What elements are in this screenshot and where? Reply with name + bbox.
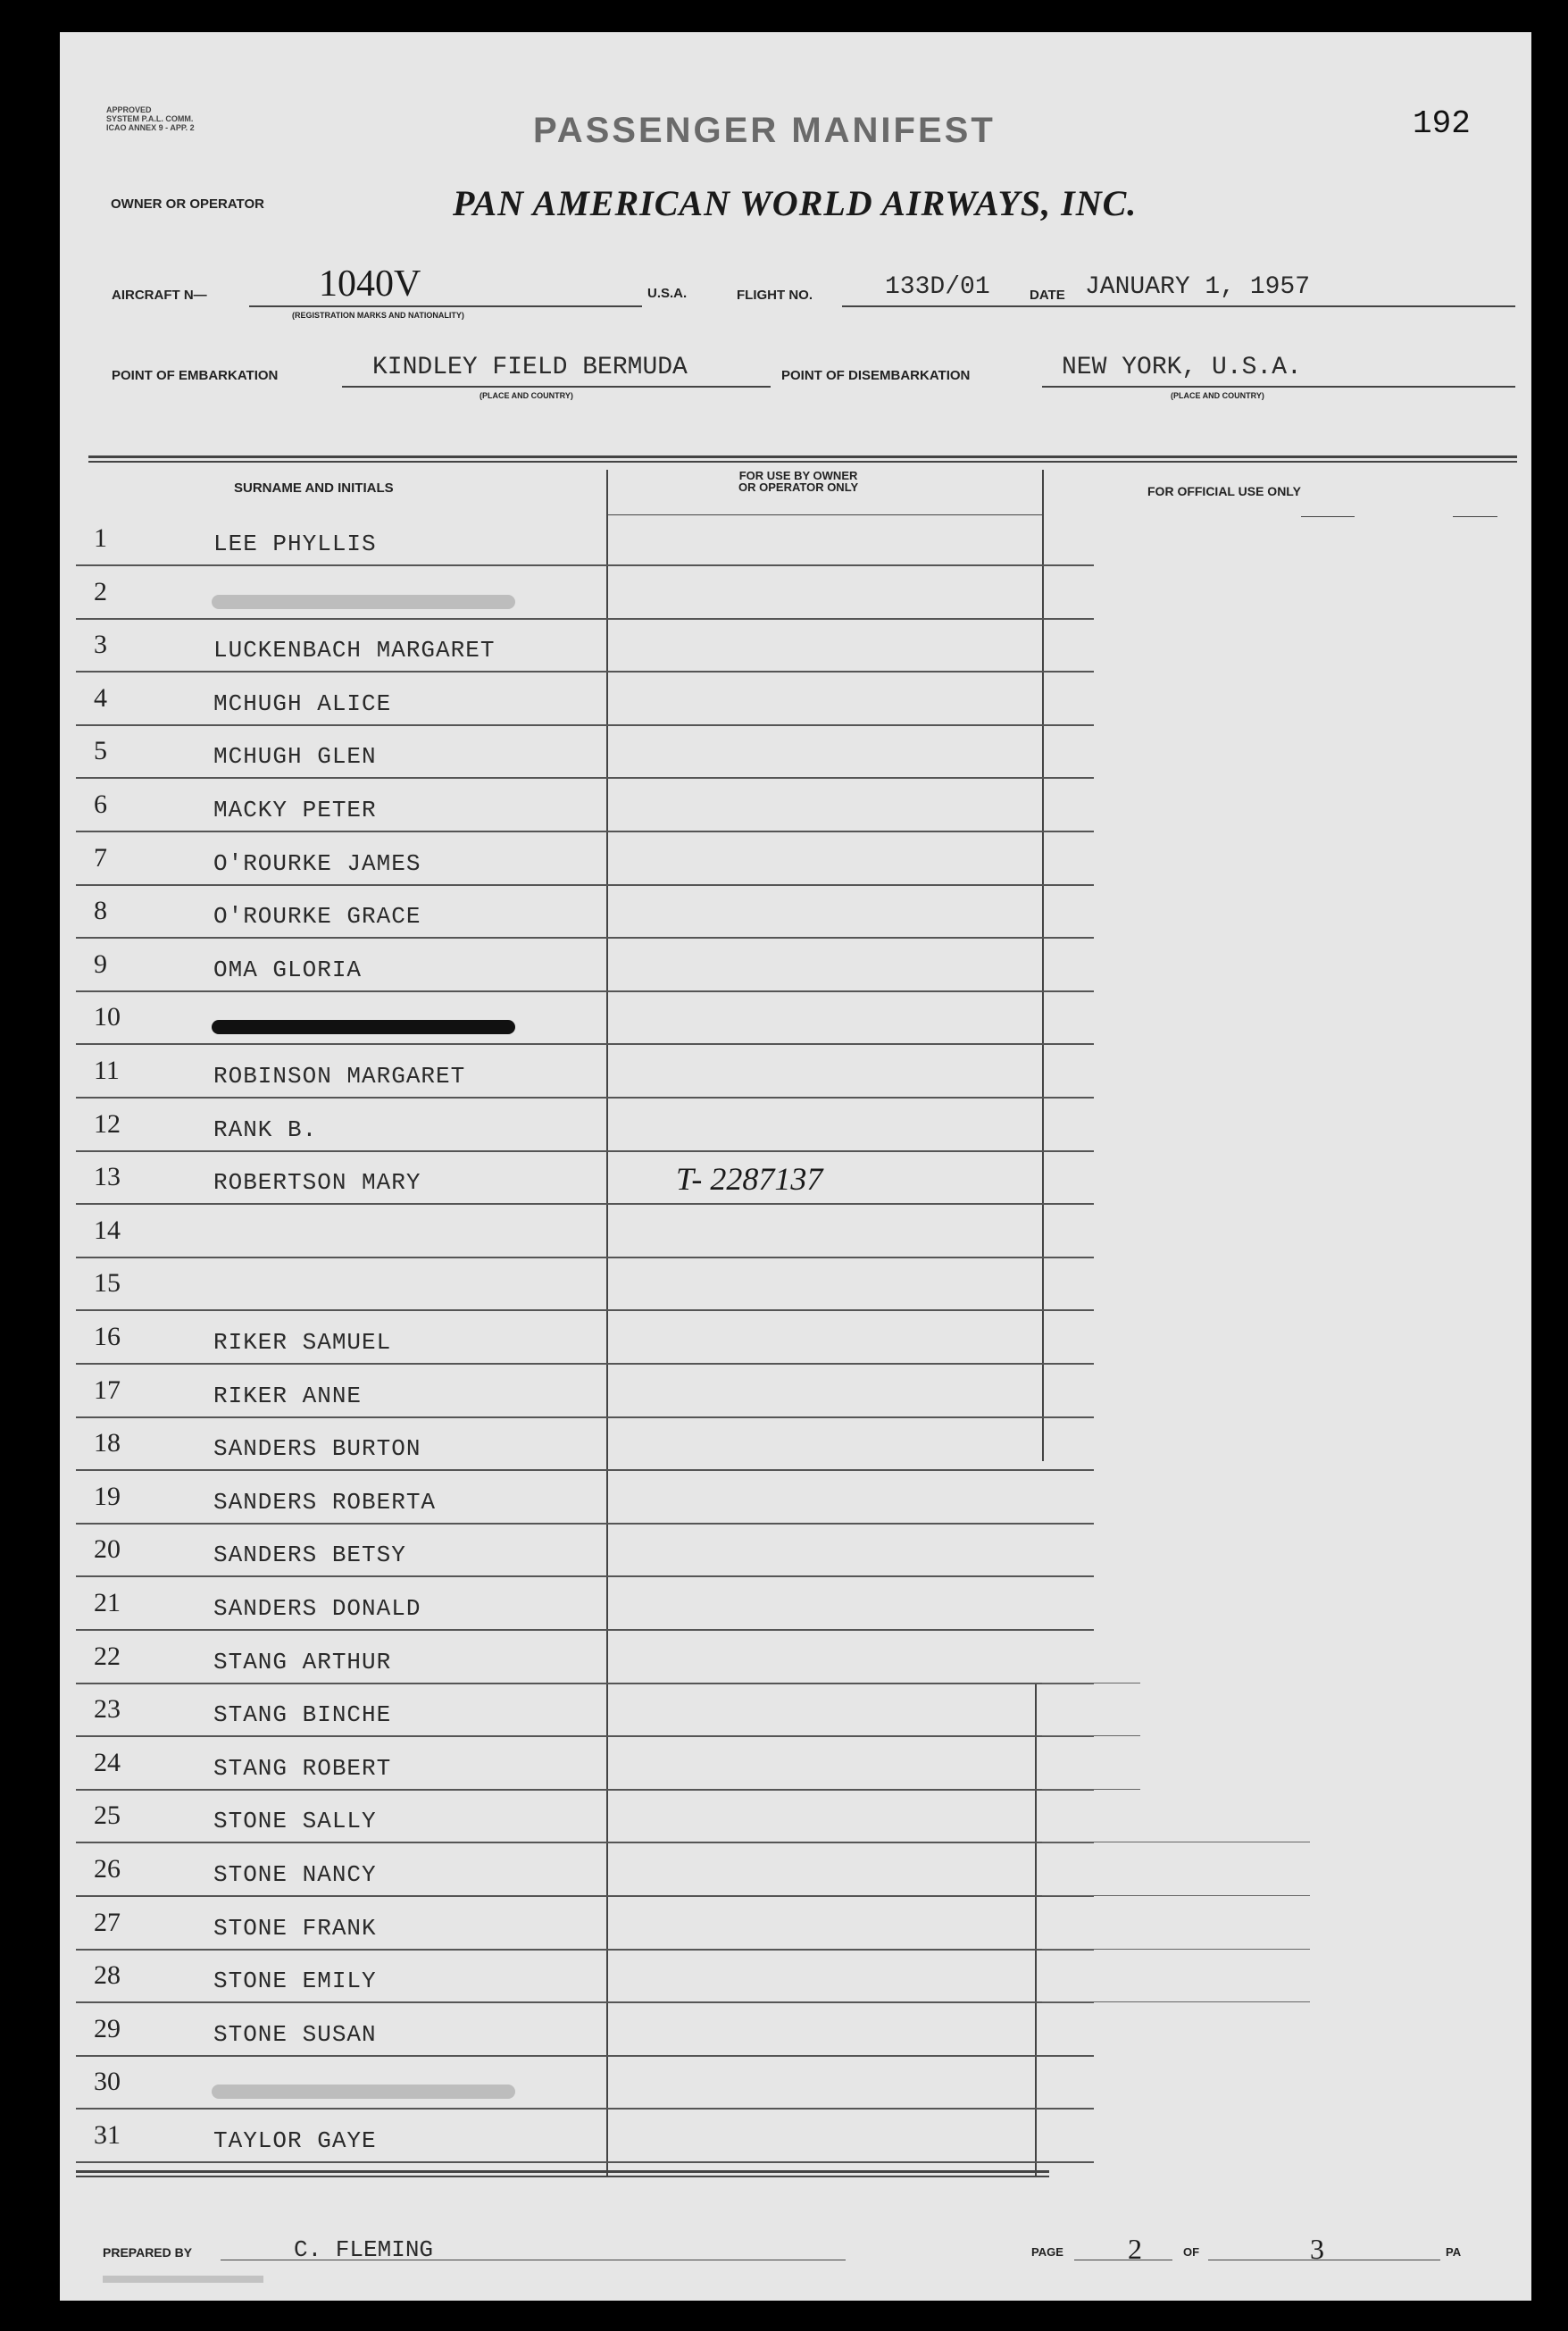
row-rule: [76, 724, 1094, 726]
passenger-name: O'ROURKE JAMES: [213, 850, 421, 877]
row-number: 23: [94, 1694, 121, 1724]
row-rule: [76, 1309, 1094, 1311]
row-number: 13: [94, 1162, 121, 1191]
row-number: 14: [94, 1216, 121, 1245]
passenger-name: ROBINSON MARGARET: [213, 1063, 466, 1090]
owner-value: PAN AMERICAN WORLD AIRWAYS, INC.: [453, 183, 1138, 223]
page-title: PASSENGER MANIFEST: [533, 111, 996, 150]
row-number: 26: [94, 1854, 121, 1884]
row-rule: [76, 564, 1094, 566]
passenger-name: RIKER ANNE: [213, 1383, 363, 1409]
owner-label: OWNER OR OPERATOR: [111, 196, 264, 212]
row-number: 12: [94, 1109, 121, 1139]
row-rule: [76, 1629, 1094, 1631]
passenger-name: MCHUGH ALICE: [213, 690, 392, 717]
passenger-name: STONE FRANK: [213, 1915, 377, 1942]
passenger-name: STONE EMILY: [213, 1968, 377, 1994]
passenger-name: STANG BINCHE: [213, 1701, 392, 1728]
col-header-official: FOR OFFICIAL USE ONLY: [1147, 484, 1301, 498]
disembarkation-label: POINT OF DISEMBARKATION: [781, 368, 971, 383]
row-rule: [76, 618, 1094, 620]
redaction-mark: [212, 2085, 515, 2099]
aircraft-value: 1040V: [319, 263, 421, 305]
row-rule: [76, 831, 1094, 832]
row-rule: [76, 990, 1094, 992]
row-rule: [76, 1842, 1094, 1843]
row-rule-extension: [1042, 1789, 1140, 1790]
row-rule: [76, 2001, 1094, 2003]
passenger-name: MCHUGH GLEN: [213, 743, 377, 770]
row-rule: [76, 1949, 1094, 1951]
passenger-name: ROBERTSON MARY: [213, 1169, 421, 1196]
row-rule: [76, 1257, 1094, 1258]
flight-value: 133D/01: [885, 273, 990, 301]
row-number: 8: [94, 896, 107, 925]
row-number: 25: [94, 1800, 121, 1830]
aircraft-label: AIRCRAFT N—: [112, 288, 207, 303]
passenger-name: STONE NANCY: [213, 1861, 377, 1888]
row-number: 19: [94, 1482, 121, 1511]
row-number: 16: [94, 1322, 121, 1351]
row-rule: [76, 1789, 1094, 1791]
row-number: 31: [94, 2120, 121, 2150]
row-number: 10: [94, 1002, 121, 1032]
passenger-name: TAYLOR GAYE: [213, 2127, 377, 2154]
form-code-stamp: [103, 2276, 263, 2283]
passenger-name: SANDERS ROBERTA: [213, 1489, 437, 1516]
row-number: 2: [94, 577, 107, 606]
page-value: 2: [1128, 2233, 1142, 2265]
page-number: 192: [1413, 105, 1471, 142]
row-number: 22: [94, 1642, 121, 1671]
flight-label: FLIGHT NO.: [737, 288, 813, 303]
passenger-name: O'ROURKE GRACE: [213, 903, 421, 930]
row-number: 6: [94, 790, 107, 819]
disembarkation-value: NEW YORK, U.S.A.: [1062, 354, 1302, 381]
of-value: 3: [1310, 2233, 1324, 2265]
row-rule: [76, 884, 1094, 886]
row-rule: [76, 1735, 1094, 1737]
row-number: 30: [94, 2067, 121, 2096]
row-rule: [76, 671, 1094, 673]
row-rule: [76, 1575, 1094, 1577]
row-rule: [76, 2108, 1094, 2110]
row-number: 27: [94, 1908, 121, 1937]
passenger-name: RANK B.: [213, 1116, 318, 1143]
row-rule: [76, 777, 1094, 779]
registration-caption: (REGISTRATION MARKS AND NATIONALITY): [292, 311, 464, 320]
row-number: 5: [94, 736, 107, 765]
passenger-name: STONE SALLY: [213, 1808, 377, 1834]
usa-label: U.S.A.: [647, 286, 688, 301]
passenger-name: MACKY PETER: [213, 797, 377, 823]
date-label: DATE: [1030, 288, 1065, 303]
row-rule: [76, 1097, 1094, 1099]
row-rule: [76, 1683, 1094, 1684]
page-label: PAGE: [1031, 2245, 1063, 2259]
pa-label: PA: [1446, 2245, 1462, 2259]
redaction-mark: [212, 1020, 515, 1034]
row-number: 17: [94, 1375, 121, 1405]
row-number: 11: [94, 1056, 120, 1085]
prepared-by-label: PREPARED BY: [103, 2245, 193, 2260]
row-rule: [76, 2055, 1094, 2057]
row-rule-extension: [1042, 1895, 1310, 1896]
passenger-name: SANDERS BURTON: [213, 1435, 421, 1462]
embarkation-value: KINDLEY FIELD BERMUDA: [372, 354, 688, 381]
row-rule-extension: [1042, 2001, 1310, 2002]
passenger-name: LEE PHYLLIS: [213, 531, 377, 557]
row-rule: [76, 1469, 1094, 1471]
redaction-mark: [212, 595, 515, 609]
passenger-name: OMA GLORIA: [213, 957, 363, 983]
passenger-name: STONE SUSAN: [213, 2021, 377, 2048]
row-rule: [76, 1363, 1094, 1365]
row-number: 29: [94, 2014, 121, 2043]
row-number: 3: [94, 630, 107, 659]
prepared-by-value: C. FLEMING: [294, 2236, 434, 2263]
date-value: JANUARY 1, 1957: [1085, 273, 1311, 301]
col-header-owner: FOR USE BY OWNER OR OPERATOR ONLY: [738, 469, 859, 494]
row-number: 28: [94, 1960, 121, 1990]
row-rule: [76, 1416, 1094, 1418]
row-number: 1: [94, 523, 107, 553]
row-rule: [76, 1895, 1094, 1897]
row-number: 9: [94, 949, 107, 979]
row-number: 7: [94, 843, 107, 873]
row-number: 21: [94, 1588, 121, 1617]
passenger-name: SANDERS BETSY: [213, 1541, 406, 1568]
embarkation-label: POINT OF EMBARKATION: [112, 368, 279, 383]
row-number: 18: [94, 1428, 121, 1458]
col-header-surname: SURNAME AND INITIALS: [234, 480, 394, 496]
row-number: 15: [94, 1268, 121, 1298]
row-rule: [76, 2161, 1094, 2163]
passenger-name: STANG ROBERT: [213, 1755, 392, 1782]
passenger-name: LUCKENBACH MARGARET: [213, 637, 496, 664]
of-label: OF: [1183, 2245, 1200, 2259]
row-rule-extension: [1042, 1735, 1140, 1736]
owner-note: T- 2287137: [676, 1161, 823, 1197]
row-rule: [76, 1043, 1094, 1045]
row-rule-extension: [1042, 1683, 1140, 1684]
row-number: 24: [94, 1748, 121, 1777]
row-rule: [76, 1523, 1094, 1525]
place-caption-embark: (PLACE AND COUNTRY): [480, 391, 573, 400]
row-number: 4: [94, 683, 107, 713]
manifest-page: [60, 32, 1531, 2301]
passenger-name: RIKER SAMUEL: [213, 1329, 392, 1356]
place-caption-disembark: (PLACE AND COUNTRY): [1171, 391, 1264, 400]
row-rule: [76, 937, 1094, 939]
passenger-name: STANG ARTHUR: [213, 1649, 392, 1675]
passenger-name: SANDERS DONALD: [213, 1595, 421, 1622]
row-number: 20: [94, 1534, 121, 1564]
row-rule: [76, 1150, 1094, 1152]
approval-stamp: APPROVED SYSTEM P.A.L. COMM. ICAO ANNEX 9 - APP. 2: [106, 105, 195, 132]
row-rule: [76, 1203, 1094, 1205]
row-rule-extension: [1042, 1949, 1310, 1950]
